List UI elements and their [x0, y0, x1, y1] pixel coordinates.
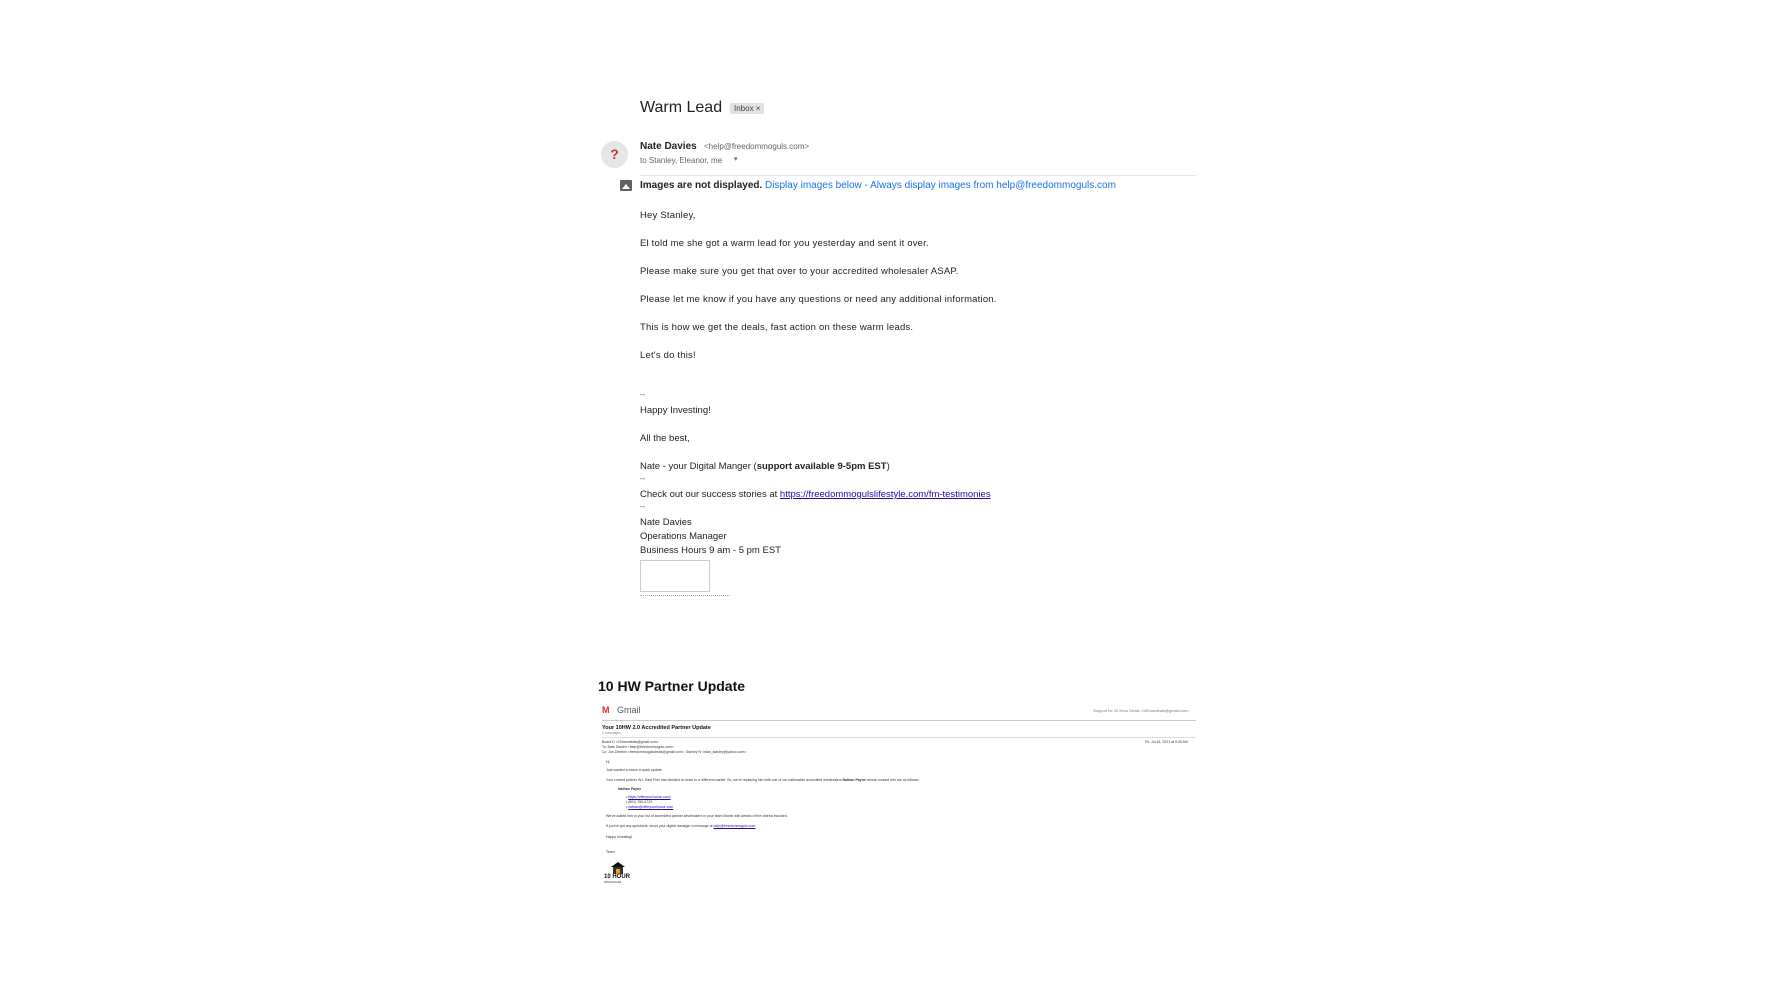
- image-icon: [620, 180, 632, 191]
- contact-item: • https://offeryourhouse.com/: [626, 795, 671, 799]
- email2-team: Team: [606, 850, 615, 854]
- body-line: El told me she got a warm lead for you yesterday and sent it over.: [640, 238, 929, 249]
- contact-item: • nathan@offeryourhouse.com: [626, 805, 674, 809]
- signature-hours: Business Hours 9 am - 5 pm EST: [640, 545, 781, 556]
- display-images-link[interactable]: Display images below: [765, 180, 862, 191]
- email-subject: Warm Lead: [640, 99, 723, 116]
- sender-avatar[interactable]: [601, 141, 628, 168]
- body-line: Hey Stanley,: [640, 210, 696, 221]
- body-line: Please make sure you get that over to your accredited wholesaler ASAP.: [640, 266, 959, 277]
- sender-email: <help@freedommoguls.com>: [704, 142, 810, 151]
- logo-text: 10 HOUR: [604, 874, 631, 880]
- signature-separator: --: [640, 390, 646, 399]
- cut-off-text: [640, 595, 730, 598]
- contact-item: • (801) 780-6720: [626, 800, 653, 804]
- gmail-logo-icon: M: [602, 705, 610, 715]
- email2-line: Just wanted to leave a quick update.: [606, 768, 663, 772]
- recipients-line: to Stanley, Eleanor, me: [640, 156, 723, 165]
- signature-happy-investing: Happy Investing!: [640, 405, 711, 416]
- signature-name: Nate Davies: [640, 517, 692, 528]
- show-details-dropdown[interactable]: ▾: [734, 156, 738, 163]
- logo-subtext: WHOLESALER: [604, 881, 622, 884]
- gmail-label: Gmail: [617, 705, 641, 715]
- unknown-sender-icon: ?: [610, 146, 619, 162]
- sender-name[interactable]: Nate Davies: [640, 141, 697, 152]
- signature-success-stories: Check out our success stories at https://freedommogulslifestyle.com/fm-testimonies: [640, 489, 991, 500]
- email2-subject: Your 10HW 2.0 Accredited Partner Update: [602, 725, 711, 731]
- always-display-images-link[interactable]: Always display images from help@freedommoguls.com: [870, 180, 1116, 191]
- email2-greeting: Hi,: [606, 760, 611, 764]
- signature-title: Operations Manager: [640, 531, 727, 542]
- signature-all-the-best: All the best,: [640, 433, 690, 444]
- body-line: Please let me know if you have any questions or need any additional information.: [640, 294, 997, 305]
- message-count: 2 messages: [602, 731, 621, 735]
- signature-image-placeholder: [640, 560, 710, 592]
- 10-hour-logo: [604, 860, 634, 886]
- body-line: This is how we get the deals, fast action on these warm leads.: [640, 322, 914, 333]
- subject-divider: [602, 737, 1196, 738]
- email2-from: Board D <10hourdeals@gmail.com>: [602, 740, 659, 744]
- account-info: Support for 10 Hour Deals <10hourdeals@gmail.com>: [1093, 708, 1190, 713]
- images-not-displayed-notice: [640, 180, 1116, 191]
- success-stories-link[interactable]: https://freedommogulslifestyle.com/fm-testimonies: [779, 489, 991, 500]
- body-line: Let's do this!: [640, 350, 696, 361]
- email2-date: Fri, Jul 16, 2021 at 9:30 AM: [1145, 740, 1188, 744]
- header-divider: [640, 175, 1196, 176]
- email2-line: We've added him to your list of accredited partner wholesalers in your team Month with details of the criteria included.: [606, 814, 788, 818]
- header-divider: [602, 720, 1196, 721]
- email2-cc: Cc: Jon Dembin <freedommogulsdeals@gmail.com>, Stanley N <stan_stanley@yahoo.com>: [602, 750, 747, 754]
- signature-separator: --: [640, 502, 646, 511]
- notice-separator: -: [861, 180, 871, 191]
- email2-line: If you've got any questions, shoot your digital manager a message at help@freedommoguls.com: [606, 824, 756, 828]
- section-title: 10 HW Partner Update: [598, 678, 746, 694]
- signature-role: Nate - your Digital Manger (support available 9-5pm EST): [640, 461, 890, 472]
- contact-name: Nathan Payne: [618, 787, 642, 791]
- images-notice-bold: Images are not displayed.: [640, 180, 763, 191]
- email2-signoff: Happy Investing!: [606, 835, 633, 839]
- inbox-label-chip[interactable]: Inbox ×: [730, 103, 764, 114]
- signature-separator: --: [640, 474, 646, 483]
- email2-line: Your current partner W.I. East Firm has decided to move to a different market. So, we're replacing him with one of our nationwide accredited wholesalers Nathan Payne whose contact info are as follows:: [606, 778, 920, 782]
- email2-to: To: Nate Davies <help@freedommoguls.com>: [602, 745, 674, 749]
